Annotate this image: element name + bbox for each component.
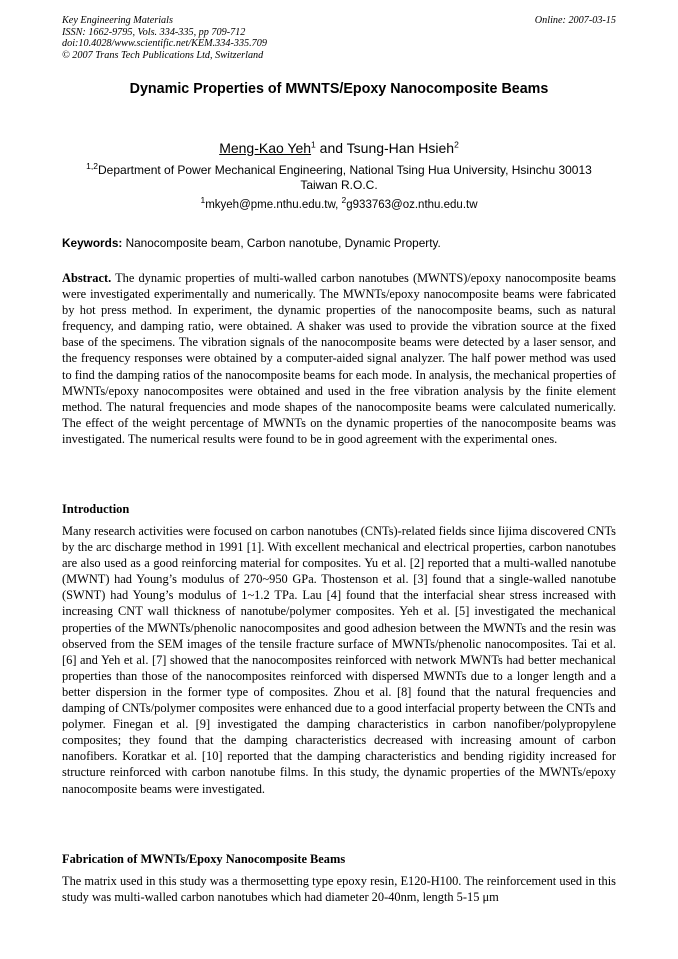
fabrication-heading: Fabrication of MWNTs/Epoxy Nanocomposite Beams: [62, 852, 346, 866]
keywords-text: Nanocomposite beam, Carbon nanotube, Dynamic Property.: [122, 236, 441, 250]
author-2-sup: 2: [454, 139, 459, 150]
doi-line: doi:10.4028/www.scientific.net/KEM.334-335.709: [62, 38, 267, 50]
abstract-text: The dynamic properties of multi-walled carbon nanotubes (MWNTS)/epoxy nanocomposite beams were investigated experimentally and numerically. The MWNTs/epoxy nanocomposite beams were fabricated by hot press method. In experiment, the dynamic properties of the nanocomposite beams, such as natural frequency, and damping ratio, were obtained. A shaker was used to provide the vibration source at the fixed base of the specimens. The vibration signals of the nanocomposite beams were detected by a laser sensor, and the frequency responses were obtained by a computer-aided signal analyzer. The half power method was used to find the damping ratios of the nanocomposite beams for each mode. In analysis, the mechanical properties of MWNTs/epoxy nanocomposites were obtained and used in the free vibration analysis by the finite element method. The natural frequencies and mode shapes of the nanocomposite beams were calculated numerically. The effect of the weight percentage of MWNTs on the dynamic properties of the nanocomposite beams was investigated. The numerical results were found to be in good agreement with the experimental ones.: [62, 271, 616, 446]
introduction-text: Many research activities were focused on carbon nanotubes (CNTs)-related fields since Iijima discovered CNTs by the arc discharge method in 1991 [1]. With excellent mechanical and electrical properties, carbon nanotubes are also used as a good reinforcing material for composites. Yu et al. [2] reported that a multi-walled nanotube (MWNT) had Young’s modulus of 270~950 GPa. Thostenson et al. [3] found that a single-walled nanotube (SWNT) had Young’s modulus of 1~1.2 TPa. Lau [4] found that the interfacial shear stress increased with increasing CNT wall thickness of nanotube/polymer composites. Yeh et al. [5] investigated the mechanical properties of the MWNTs/phenolic nanocomposites and good adhesion between the MWNTs and the resin was observed from the SEM images of the tensile fracture surface of MWNTs/phenolic nanocomposites. Tai et al. [6] and Yeh et al. [7] showed that the nanocomposites reinforced with network MWNTs had better mechanical properties than those of the nanocomposites reinforced with dispersed MWNTs due to a longer length and a better dispersion in the former type of composites. Zhou et al. [8] found that the natural frequencies and damping of CNTs/polymer composites were enhanced due to a good interfacial property between the CNTs and polymer. Finegan et al. [9] investigated the damping characteristics in carbon nanofiber/polypropylene composites; they found that the damping characteristics decreased with increasing amount of carbon nanofibers. Koratkar et al. [10] reported that the damping characteristics and bending rigidity increased for structure reinforced with carbon nanotube films. In this study, the dynamic properties of the MWNTs/epoxy nanocomposite beams were investigated.: [62, 524, 616, 796]
affiliation-sup: 1,2: [86, 161, 98, 171]
email-line: [62, 195, 616, 211]
journal-header: [62, 15, 616, 61]
paper-title: Dynamic Properties of MWNTS/Epoxy Nanocomposite Beams: [129, 81, 549, 97]
issn-line: ISSN: 1662-9795, Vols. 334-335, pp 709-712: [62, 26, 246, 38]
author-1: Meng-Kao Yeh: [219, 140, 312, 156]
online-date: Online: 2007-03-15: [534, 15, 616, 26]
affiliation-line-1: Department of Power Mechanical Engineering, National Tsing Hua University, Hsinchu 30013: [98, 163, 592, 177]
journal-name: Key Engineering Materials: [62, 15, 173, 26]
author-line: [62, 140, 616, 156]
abstract: [62, 270, 616, 447]
email-1: mkyeh@pme.nthu.edu.tw,: [205, 199, 342, 211]
email-2: g933763@oz.nthu.edu.tw: [346, 199, 478, 211]
author-2: and Tsung-Han Hsieh: [315, 140, 455, 156]
fabrication-text: The matrix used in this study was a thermosetting type epoxy resin, E120-H100. The reinforcement used in this study was multi-walled carbon nanotubes which had diameter 20-40nm, length 5-15 μm: [62, 874, 616, 905]
keywords-label: Keywords:: [62, 236, 123, 250]
abstract-label: Abstract.: [62, 271, 112, 285]
copyright-line: © 2007 Trans Tech Publications Ltd, Switzerland: [62, 49, 264, 61]
email-2-sup: 2: [341, 195, 347, 206]
keywords: [62, 236, 616, 250]
author-1-sup: 1: [311, 139, 316, 150]
email-1-sup: 1: [200, 195, 206, 206]
introduction-heading: Introduction: [62, 502, 130, 516]
affiliation: [62, 163, 616, 193]
affiliation-line-2: Taiwan R.O.C.: [300, 178, 378, 192]
